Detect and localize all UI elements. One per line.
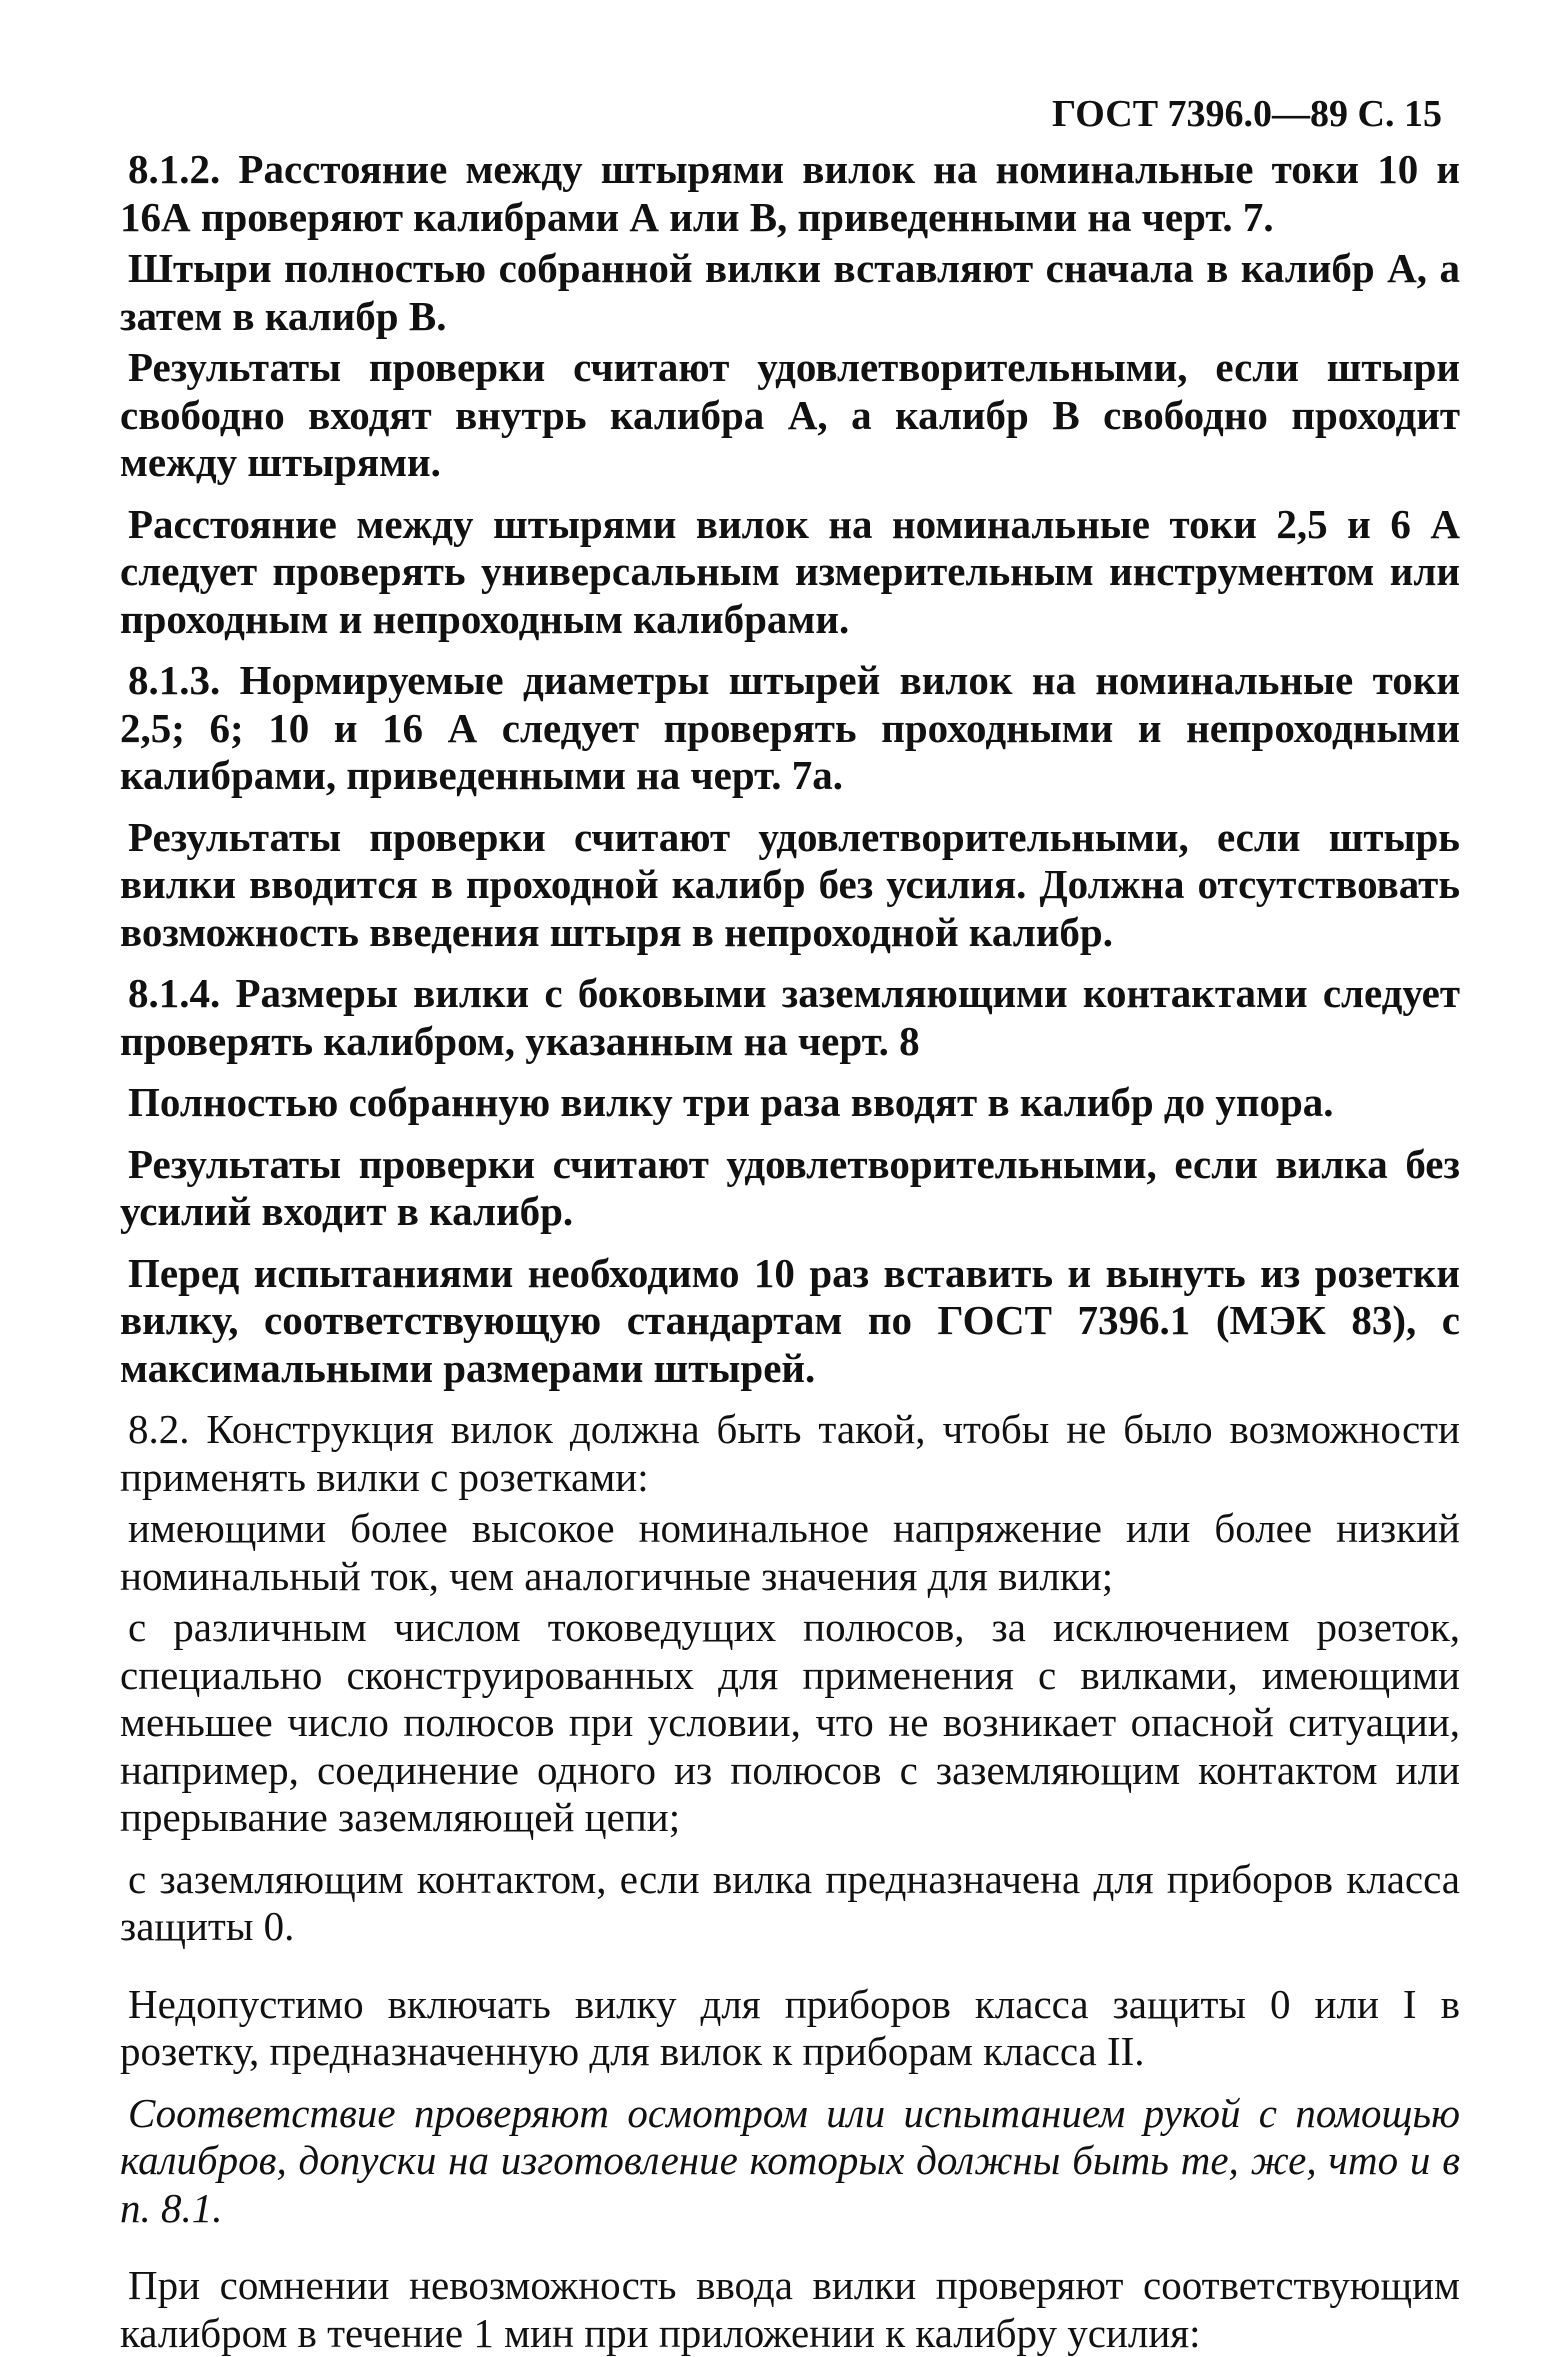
page-header: ГОСТ 7396.0—89 С. 15: [1052, 93, 1442, 135]
paragraph-pins-insert: Штыри полностью собранной вилки вставляют сначала в калибр А, а затем в калибр В.: [120, 245, 1460, 339]
paragraph-8-2: 8.2. Конструкция вилок должна быть такой, чтобы не было возможности применять вилки с розетками:: [120, 1406, 1460, 1500]
paragraph-class-ii: Недопустимо включать вилку для приборов класса защиты 0 или I в розетку, предназначенную для вилок к приборам класса II.: [120, 1980, 1460, 2074]
paragraph-compliance-check: Соответствие проверяют осмотром или испытанием рукой с помощью калибров, допуски на изготовление которых должны быть те, же, что и в п. 8.1.: [120, 2089, 1460, 2231]
paragraph-8-1-3: 8.1.3. Нормируемые диаметры штырей вилок на номинальные токи 2,5; 6; 10 и 16 А следует проверять проходными и непроходными калибрами, приведенными на черт. 7а.: [120, 657, 1460, 798]
paragraph-doubt-check: При сомнении невозможность ввода вилки проверяют соответствующим калибром в течение 1 мин при приложении к калибру усилия:: [120, 2262, 1460, 2356]
paragraph-results-without-force: Результаты проверки считают удовлетворительными, если вилка без усилий входит в калибр.: [120, 1140, 1460, 1234]
paragraph-different-poles: с различным числом токоведущих полюсов, за исключением розеток, специально сконструированных для применения с вилками, имеющими меньшее число полюсов при условии, что не возникает опасной ситуации, например, соединение одного из полюсов с заземляющим контактом или прерывание заземляющей цепи;: [120, 1604, 1460, 1840]
paragraph-8-1-2: 8.1.2. Расстояние между штырями вилок на номинальные токи 10 и 16А проверяют калибрами А или В, приведенными на черт. 7.: [120, 146, 1460, 240]
document-page: [120, 90, 1460, 2357]
paragraph-before-tests: Перед испытаниями необходимо 10 раз вставить и вынуть из розетки вилку, соответствующую стандартам по ГОСТ 7396.1 (МЭК 83), с максимальными размерами штырей.: [120, 1249, 1460, 1391]
paragraph-higher-voltage: имеющими более высокое номинальное напряжение или более низкий номинальный ток, чем аналогичные значения для вилки;: [120, 1505, 1460, 1599]
paragraph-results-pin-gauge: Результаты проверки считают удовлетворительными, если штырь вилки вводится в проходной калибр без усилия. Должна отсутствовать возможность введения штыря в непроходной калибр.: [120, 813, 1460, 955]
paragraph-earthing-contact: с заземляющим контактом, если вилка предназначена для приборов класса защиты 0.: [120, 1855, 1460, 1949]
paragraph-insert-three-times: Полностью собранную вилку три раза вводят в калибр до упора.: [128, 1079, 1334, 1125]
paragraph-8-1-4: 8.1.4. Размеры вилки с боковыми заземляющими контактами следует проверять калибром, указанным на черт. 8: [120, 970, 1460, 1064]
paragraph-distance-2-5-6: Расстояние между штырями вилок на номинальные токи 2,5 и 6 А следует проверять универсальным измерительным инструментом или проходным и непроходным калибрами.: [120, 500, 1460, 642]
paragraph-results-gauge-a-b: Результаты проверки считают удовлетворительными, если штыри свободно входят внутрь калибра А, а калибр В свободно проходит между штырями.: [120, 344, 1460, 485]
